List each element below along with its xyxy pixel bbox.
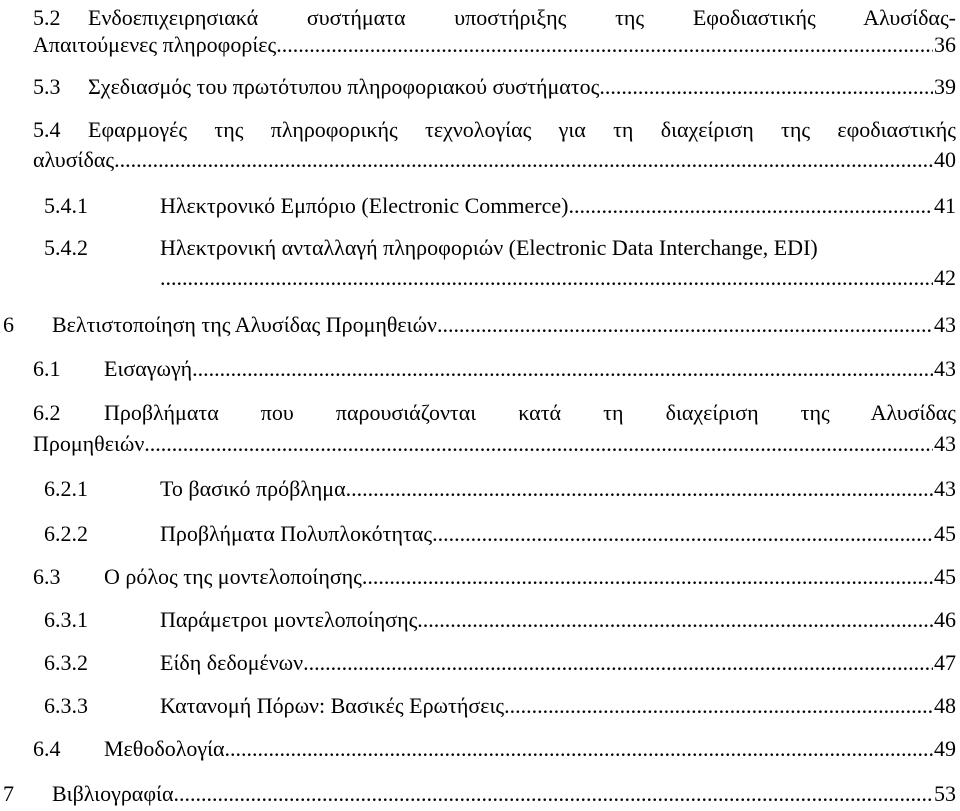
toc-entry-number: 6.2.2 <box>44 521 88 546</box>
dot-leader <box>437 305 933 345</box>
dot-leader <box>303 643 933 683</box>
toc-page-number: 49 <box>934 736 956 761</box>
toc-entry-title-line1: Προβλήματα που παρουσιάζονται κατά τη διαχείριση της Αλυσίδας <box>104 400 956 425</box>
toc-dotted-line <box>104 557 956 597</box>
toc-page-number: 36 <box>934 32 956 57</box>
toc-entry-number: 6.4 <box>33 736 61 761</box>
toc-entry-title: Ηλεκτρονικό Εμπόριο (Electronic Commerce) <box>160 193 569 218</box>
toc-page-number: 43 <box>934 476 956 501</box>
toc-dotted-line <box>104 349 956 389</box>
toc-entry-number: 5.4.2 <box>44 235 88 260</box>
toc-entry-7[interactable] <box>0 774 960 811</box>
toc-entry-6-2-2[interactable] <box>0 514 960 554</box>
toc-entry-6-3-2[interactable] <box>0 643 960 683</box>
toc-entry-5-4-cont[interactable] <box>0 140 960 180</box>
toc-dotted-line <box>160 258 956 298</box>
dot-leader <box>417 600 933 640</box>
toc-page-number: 45 <box>934 564 956 589</box>
toc-entry-title: Εισαγωγή <box>104 356 193 381</box>
toc-entry-title-line1: Εφαρμογές της πληροφορικής τεχνολογίας για τη διαχείριση της εφοδιαστικής <box>88 117 956 142</box>
toc-page-number: 40 <box>934 147 956 172</box>
toc-dotted-line <box>52 774 956 811</box>
dot-leader <box>173 774 933 811</box>
toc-page-number: 42 <box>934 265 956 290</box>
toc-entry-5-4-1[interactable] <box>0 186 960 226</box>
toc-page-number: 45 <box>934 521 956 546</box>
toc-entry-title: Ηλεκτρονική ανταλλαγή πληροφοριών (Electronic Data Interchange, EDI) <box>160 235 818 260</box>
toc-entry-5-2-cont[interactable] <box>0 25 960 65</box>
toc-dotted-line <box>160 600 956 640</box>
toc-dotted-line <box>33 424 956 464</box>
toc-page-number: 48 <box>934 693 956 718</box>
toc-entry-title: Σχεδιασμός του πρωτότυπου πληροφοριακού συστήματος <box>88 74 600 99</box>
toc-entry-title: Βιβλιογραφία <box>52 781 174 806</box>
toc-dotted-line <box>33 140 956 180</box>
toc-entry-title: Είδη δεδομένων <box>160 650 304 675</box>
toc-dotted-line <box>88 67 956 107</box>
toc-entry-number: 6.2.1 <box>44 476 88 501</box>
toc-page-number: 39 <box>934 74 956 99</box>
dot-leader <box>362 557 933 597</box>
toc-entry-number: 6 <box>3 312 14 337</box>
toc-entry-title-line2: Απαιτούμενες πληροφορίες. <box>33 32 282 57</box>
toc-entry-number: 6.1 <box>33 356 61 381</box>
toc-entry-number: 7 <box>3 781 14 806</box>
toc-page-number: 47 <box>934 650 956 675</box>
toc-page-number: 43 <box>934 356 956 381</box>
toc-entry-number: 6.2 <box>33 400 61 425</box>
toc-entry-title: Ο ρόλος της μοντελοποίησης <box>104 564 362 589</box>
dot-leader <box>599 67 933 107</box>
toc-entry-6-3-3[interactable] <box>0 686 960 726</box>
toc-page-number: 43 <box>934 431 956 456</box>
toc-entry-6-3-1[interactable] <box>0 600 960 640</box>
toc-entry-title-line2: αλυσίδας <box>33 147 115 172</box>
dot-leader <box>568 186 933 226</box>
toc-entry-title: Προβλήματα Πολυπλοκότητας <box>160 521 433 546</box>
toc-entry-title-line1: Ενδοεπιχειρησιακά συστήματα υποστήριξης της Εφοδιαστικής Αλυσίδας- <box>88 5 956 30</box>
toc-entry-6-4[interactable] <box>0 729 960 769</box>
toc-dotted-line <box>160 686 956 726</box>
toc-entry-number: 5.4 <box>33 117 61 142</box>
toc-entry-6-3[interactable] <box>0 557 960 597</box>
toc-entry-5-3[interactable] <box>0 67 960 107</box>
dot-leader <box>192 349 933 389</box>
toc-dotted-line <box>160 643 956 683</box>
toc-dotted-line <box>160 469 956 509</box>
toc-dotted-line <box>160 186 956 226</box>
toc-entry-number: 6.3.3 <box>44 693 88 718</box>
toc-entry-6[interactable] <box>0 305 960 345</box>
toc-dotted-line <box>104 729 956 769</box>
dot-leader <box>504 686 933 726</box>
dot-leader <box>160 258 933 298</box>
toc-entry-number: 5.2 <box>33 5 61 30</box>
dot-leader <box>150 424 933 464</box>
toc-entry-5-4-2-cont[interactable] <box>0 258 960 298</box>
toc-entry-number: 6.3 <box>33 564 61 589</box>
toc-entry-title: Κατανομή Πόρων: Βασικές Ερωτήσεις <box>160 693 505 718</box>
toc-entry-title: Βελτιστοποίηση της Αλυσίδας Προμηθειών <box>52 312 437 337</box>
toc-entry-number: 5.4.1 <box>44 193 88 218</box>
dot-leader <box>346 469 933 509</box>
dot-leader <box>225 729 933 769</box>
toc-entry-number: 5.3 <box>33 74 61 99</box>
toc-page-number: 53 <box>934 781 956 806</box>
dot-leader <box>282 25 933 65</box>
toc-entry-6-1[interactable] <box>0 349 960 389</box>
toc-entry-title: Το βασικό πρόβλημα <box>160 476 346 501</box>
toc-entry-number: 6.3.2 <box>44 650 88 675</box>
toc-entry-title-line2: Προμηθειών. <box>33 431 150 456</box>
toc-page-number: 43 <box>934 312 956 337</box>
toc-entry-title: Παράμετροι μοντελοποίησης <box>160 607 418 632</box>
dot-leader <box>114 140 933 180</box>
toc-dotted-line <box>33 25 956 65</box>
toc-entry-title: Μεθοδολογία <box>104 736 225 761</box>
toc-entry-6-2-cont[interactable] <box>0 424 960 464</box>
toc-entry-number: 6.3.1 <box>44 607 88 632</box>
toc-entry-6-2-1[interactable] <box>0 469 960 509</box>
toc-page-number: 41 <box>934 193 956 218</box>
toc-dotted-line <box>160 514 956 554</box>
dot-leader <box>432 514 933 554</box>
toc-page-number: 46 <box>934 607 956 632</box>
toc-dotted-line <box>52 305 956 345</box>
